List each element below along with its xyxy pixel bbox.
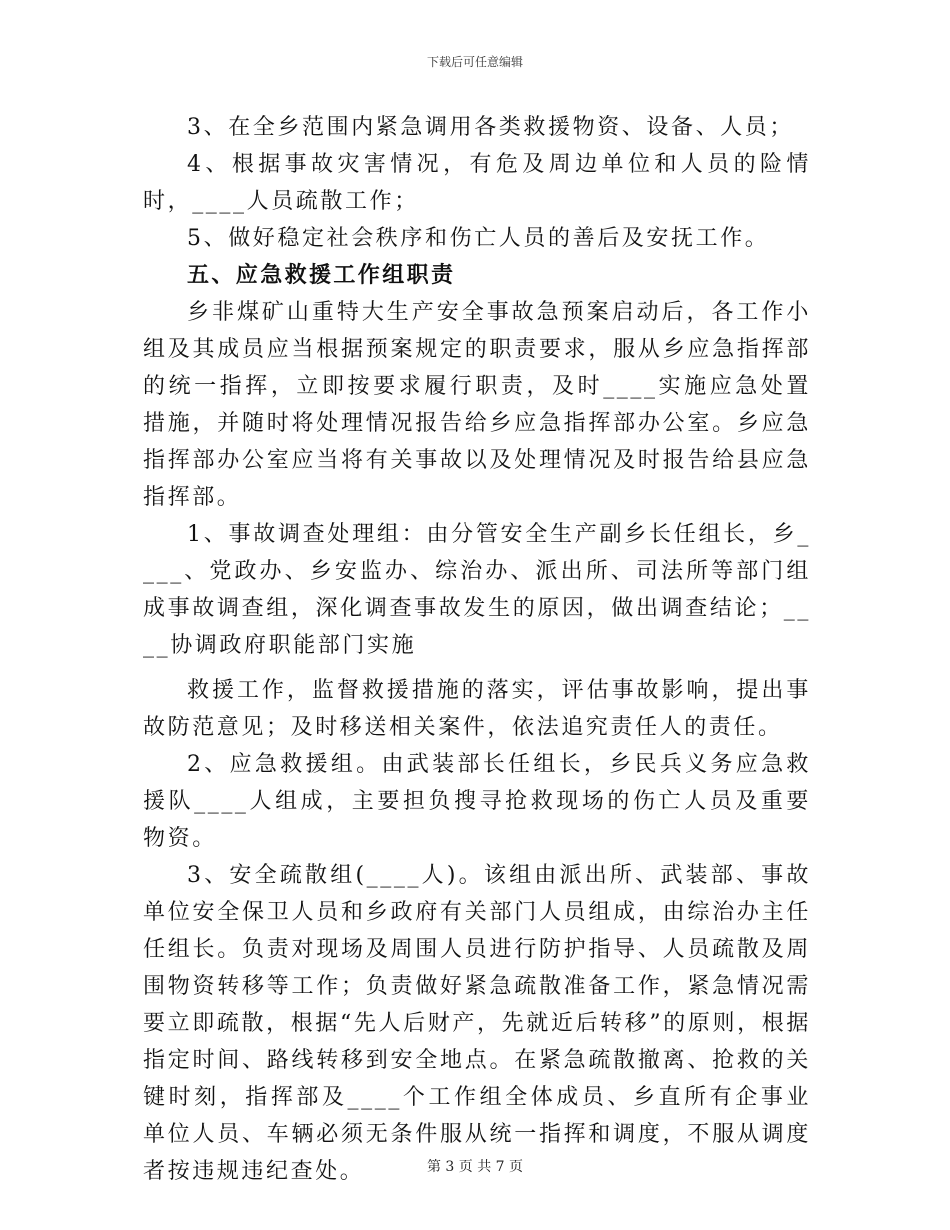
document-body: [143, 109, 811, 1190]
paragraph-group-1-investigation: 1、事故调查处理组：由分管安全生产副乡长任组长，乡____、党政办、乡安监办、综治办、派出所、司法所等部门组成事故调查组，深化调查事故发生的原因，做出调查结论；____协调政府职能部门实施: [143, 522, 811, 658]
page-number: 第 3 页 共 7 页: [426, 1159, 524, 1175]
paragraph-item-4-evacuation: 4、根据事故灾害情况，有危及周边单位和人员的险情时，____人员疏散工作；: [143, 152, 811, 214]
paragraph-spacer: [143, 664, 811, 672]
page-header-note: 下载后可任意编辑: [426, 55, 523, 69]
paragraph-group-1-continued: 救援工作，监督救援措施的落实，评估事故影响，提出事故防范意见；及时移送相关案件，依法追究责任人的责任。: [143, 678, 811, 740]
paragraph-item-5-aftermath: 5、做好稳定社会秩序和伤亡人员的善后及安抚工作。: [187, 226, 770, 251]
section-heading-5: 五、应急救援工作组职责: [187, 262, 456, 288]
paragraph-item-3-dispatch: 3、在全乡范围内紧急调用各类救援物资、设备、人员；: [187, 115, 794, 140]
paragraph-group-3-evacuation: 3、安全疏散组(____人)。该组由派出所、武装部、事故单位安全保卫人员和乡政府有关部门人员组成，由综治办主任任组长。负责对现场及周围人员进行防护指导、人员疏散及周围物资转移等工作；负责做好紧急疏散准备工作，紧急情况需要立即疏散，根据“先人后财产，先就近后转移”的原则，根据指定时间、路线转移到安全地点。在紧急疏散撤离、抢救的关键时刻，指挥部及____个工作组全体成员、乡直所有企事业单位人员、车辆必须无条件服从统一指挥和调度，不服从调度者按违规违纪查处。: [143, 863, 811, 1184]
paragraph-group-2-rescue: 2、应急救援组。由武装部长任组长，乡民兵义务应急救援队____人组成，主要担负搜寻抢救现场的伤亡人员及重要物资。: [143, 752, 811, 851]
paragraph-section-intro: 乡非煤矿山重特大生产安全事故急预案启动后，各工作小组及其成员应当根据预案规定的职责要求，服从乡应急指挥部的统一指挥，立即按要求履行职责，及时____实施应急处置措施，并随时将处理情况报告给乡应急指挥部办公室。乡应急指挥部办公室应当将有关事故以及处理情况及时报告给县应急指挥部。: [143, 300, 811, 510]
